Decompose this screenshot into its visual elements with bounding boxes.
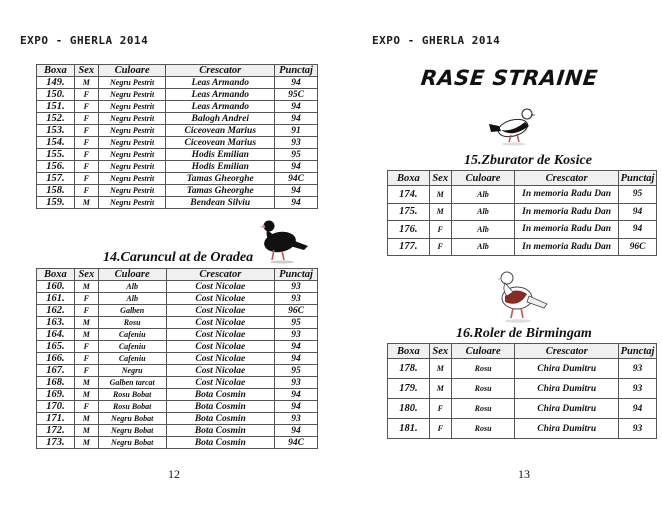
column-header: Boxa	[37, 65, 75, 77]
table-cell: Cafeniu	[98, 329, 166, 341]
table-cell: F	[74, 101, 98, 113]
table-cell: Cost Nicolae	[166, 317, 274, 329]
right-page	[331, 0, 662, 525]
table-cell: Cost Nicolae	[166, 341, 274, 353]
table-cell: 96C	[275, 305, 318, 317]
table-cell: 93	[275, 377, 318, 389]
table-cell: In memoria Radu Dan	[515, 221, 619, 239]
table-cell: M	[429, 359, 451, 379]
table-row	[388, 221, 657, 239]
table-cell: Chira Dumitru	[515, 359, 619, 379]
table-row	[37, 137, 318, 149]
left-page-number: 12	[168, 467, 180, 481]
table-cell: F	[74, 293, 98, 305]
table-section-16	[387, 343, 657, 439]
table-cell: M	[74, 413, 98, 425]
table-cell: F	[74, 401, 98, 413]
table-cell: 175.	[388, 203, 430, 221]
table-row	[388, 359, 657, 379]
table-cell: 159.	[37, 197, 75, 209]
table-cell: Bendean Silviu	[166, 197, 275, 209]
table-header	[388, 344, 657, 359]
table-cell: 160.	[37, 281, 75, 293]
table-cell: Negru Pestrit	[98, 101, 166, 113]
table-cell: F	[74, 365, 98, 377]
table-cell: Tamas Gheorghe	[166, 173, 275, 185]
table-row	[37, 317, 318, 329]
table-cell: Negru Bobat	[98, 413, 166, 425]
table-cell: Cafeniu	[98, 341, 166, 353]
table-cell: Rosu Bobat	[98, 401, 166, 413]
table-cell: F	[74, 185, 98, 197]
table-header	[388, 171, 657, 186]
table-cell: Ciceovean Marius	[166, 137, 275, 149]
black-white-pigeon-icon	[489, 102, 539, 148]
table-cell: M	[429, 203, 451, 221]
table-cell: Leas Armando	[166, 101, 275, 113]
table-cell: Rosu	[451, 359, 515, 379]
table-row	[37, 401, 318, 413]
table-cell: 95	[275, 365, 318, 377]
right-page-number: 13	[518, 467, 530, 481]
table-cell: 94	[275, 389, 318, 401]
table-cell: M	[74, 389, 98, 401]
table-row	[388, 186, 657, 204]
table-cell: Alb	[451, 238, 515, 256]
black-pigeon-icon	[256, 216, 308, 264]
table-cell: 94	[275, 341, 318, 353]
table-cell: Rosu	[451, 379, 515, 399]
table-cell: 93	[619, 419, 657, 439]
table-row	[37, 341, 318, 353]
table-cell: 94	[275, 425, 318, 437]
table-cell: F	[74, 137, 98, 149]
table-cell: Ciceovean Marius	[166, 125, 275, 137]
table-cell: 94	[275, 113, 318, 125]
table-cell: 93	[619, 379, 657, 399]
section-16-title: 16.Roler de Birmingam	[456, 326, 592, 341]
table-cell: Chira Dumitru	[515, 399, 619, 419]
table-cell: 156.	[37, 161, 75, 173]
table-cell: Cost Nicolae	[166, 305, 274, 317]
table-cell: Negru Pestrit	[98, 149, 166, 161]
table-cell: F	[429, 221, 451, 239]
table-cell: 93	[275, 281, 318, 293]
column-header: Crescator	[166, 65, 275, 77]
column-header: Crescator	[166, 269, 274, 281]
column-header: Boxa	[388, 171, 430, 186]
table-cell: Bota Cosmin	[166, 389, 274, 401]
table-cell: 177.	[388, 238, 430, 256]
column-header: Punctaj	[619, 344, 657, 359]
table-cell: F	[429, 238, 451, 256]
table-row	[388, 379, 657, 399]
table-row	[37, 353, 318, 365]
table-cell: 150.	[37, 89, 75, 101]
table-cell: Leas Armando	[166, 89, 275, 101]
table-cell: 164.	[37, 329, 75, 341]
table-cell: Alb	[451, 186, 515, 204]
table-cell: 176.	[388, 221, 430, 239]
table-cell: 94	[275, 101, 318, 113]
table-header	[37, 65, 318, 77]
table-row	[37, 149, 318, 161]
table-cell: 94	[275, 185, 318, 197]
table-cell: 161.	[37, 293, 75, 305]
table-cell: Cost Nicolae	[166, 365, 274, 377]
table-cell: Bota Cosmin	[166, 401, 274, 413]
table-cell: Balogh Andrei	[166, 113, 275, 125]
table-cell: Rosu	[451, 399, 515, 419]
column-header: Culoare	[98, 65, 166, 77]
table-cell: Negru Bobat	[98, 437, 166, 449]
table-cell: 94	[275, 197, 318, 209]
table-cell: F	[74, 149, 98, 161]
table-row	[388, 419, 657, 439]
table-section-13	[36, 64, 318, 209]
table-cell: M	[74, 197, 98, 209]
table-cell: 168.	[37, 377, 75, 389]
table-cell: 93	[275, 413, 318, 425]
table-cell: Negru Pestrit	[98, 161, 166, 173]
table-cell: Bota Cosmin	[166, 437, 274, 449]
table-cell: Galben tarcat	[98, 377, 166, 389]
table-cell: F	[74, 125, 98, 137]
table-row	[37, 365, 318, 377]
table-cell: Bota Cosmin	[166, 425, 274, 437]
table-cell: M	[429, 379, 451, 399]
table-cell: 94	[619, 203, 657, 221]
table-cell: 173.	[37, 437, 75, 449]
table-cell: 179.	[388, 379, 430, 399]
table-row	[37, 281, 318, 293]
table-cell: 93	[275, 329, 318, 341]
table-cell: F	[74, 353, 98, 365]
table-row	[37, 113, 318, 125]
table-row	[37, 377, 318, 389]
column-header: Sex	[74, 65, 98, 77]
table-cell: 153.	[37, 125, 75, 137]
table-cell: Leas Armando	[166, 77, 275, 89]
table-cell: 171.	[37, 413, 75, 425]
table-row	[37, 185, 318, 197]
table-row	[37, 329, 318, 341]
table-cell: 94	[619, 399, 657, 419]
table-cell: Galben	[98, 305, 166, 317]
table-cell: 93	[619, 359, 657, 379]
table-cell: Negru Pestrit	[98, 89, 166, 101]
red-white-pigeon-icon	[489, 266, 549, 326]
table-cell: Cost Nicolae	[166, 293, 274, 305]
table-cell: 96C	[619, 238, 657, 256]
table-cell: F	[429, 419, 451, 439]
table-row	[37, 101, 318, 113]
table-cell: Negru Pestrit	[98, 125, 166, 137]
column-header: Punctaj	[275, 269, 318, 281]
table-row	[37, 437, 318, 449]
table-cell: 155.	[37, 149, 75, 161]
table-row	[37, 161, 318, 173]
table-cell: M	[74, 281, 98, 293]
table-row	[37, 197, 318, 209]
table-cell: Negru Pestrit	[98, 113, 166, 125]
table-cell: 94	[275, 77, 318, 89]
table-row	[37, 125, 318, 137]
table-cell: 94C	[275, 173, 318, 185]
table-cell: Bota Cosmin	[166, 413, 274, 425]
table-cell: 95	[275, 317, 318, 329]
column-header: Boxa	[37, 269, 75, 281]
rase-straine-title: RASE STRAINE	[419, 66, 600, 90]
table-row	[37, 89, 318, 101]
table-cell: Negru Pestrit	[98, 77, 166, 89]
table-cell: Negru	[98, 365, 166, 377]
table-cell: Cost Nicolae	[166, 281, 274, 293]
table-cell: Negru Bobat	[98, 425, 166, 437]
right-running-header: EXPO - GHERLA 2014	[372, 34, 501, 47]
section-14-title: 14.Caruncul at de Oradea	[103, 250, 254, 265]
table-cell: Tamas Gheorghe	[166, 185, 275, 197]
table-cell: 94	[275, 353, 318, 365]
column-header: Crescator	[515, 344, 619, 359]
table-cell: In memoria Radu Dan	[515, 186, 619, 204]
table-cell: Negru Pestrit	[98, 173, 166, 185]
column-header: Culoare	[451, 171, 515, 186]
table-row	[37, 77, 318, 89]
table-cell: F	[74, 173, 98, 185]
table-cell: Rosu	[451, 419, 515, 439]
table-cell: M	[74, 329, 98, 341]
table-cell: 166.	[37, 353, 75, 365]
table-cell: Alb	[451, 203, 515, 221]
table-cell: 93	[275, 293, 318, 305]
table-cell: Rosu	[98, 317, 166, 329]
table-cell: Negru Pestrit	[98, 185, 166, 197]
table-cell: 95	[275, 149, 318, 161]
column-header: Sex	[74, 269, 98, 281]
table-cell: 94	[275, 401, 318, 413]
table-cell: Chira Dumitru	[515, 419, 619, 439]
table-section-15	[387, 170, 657, 256]
table-cell: Negru Pestrit	[98, 197, 166, 209]
left-running-header: EXPO - GHERLA 2014	[20, 34, 149, 47]
table-cell: 149.	[37, 77, 75, 89]
table-row	[37, 293, 318, 305]
table-cell: Alb	[98, 281, 166, 293]
table-cell: 154.	[37, 137, 75, 149]
table-cell: Hodis Emilian	[166, 161, 275, 173]
table-cell: 167.	[37, 365, 75, 377]
table-cell: 95	[619, 186, 657, 204]
table-cell: Alb	[451, 221, 515, 239]
table-cell: M	[74, 77, 98, 89]
table-cell: M	[74, 437, 98, 449]
table-row	[388, 399, 657, 419]
table-row	[37, 425, 318, 437]
table-cell: Cafeniu	[98, 353, 166, 365]
table-cell: F	[74, 341, 98, 353]
table-cell: 170.	[37, 401, 75, 413]
table-cell: In memoria Radu Dan	[515, 203, 619, 221]
table-cell: 174.	[388, 186, 430, 204]
table-cell: 157.	[37, 173, 75, 185]
table-cell: F	[74, 89, 98, 101]
table-cell: Negru Pestrit	[98, 137, 166, 149]
column-header: Punctaj	[275, 65, 318, 77]
table-cell: Cost Nicolae	[166, 377, 274, 389]
table-cell: F	[74, 113, 98, 125]
table-cell: 165.	[37, 341, 75, 353]
table-cell: In memoria Radu Dan	[515, 238, 619, 256]
table-cell: M	[74, 317, 98, 329]
table-row	[37, 305, 318, 317]
table-cell: 181.	[388, 419, 430, 439]
column-header: Punctaj	[619, 171, 657, 186]
table-cell: M	[74, 425, 98, 437]
table-row	[37, 173, 318, 185]
table-cell: 94C	[275, 437, 318, 449]
table-header	[37, 269, 318, 281]
column-header: Crescator	[515, 171, 619, 186]
table-cell: Cost Nicolae	[166, 329, 274, 341]
table-cell: Cost Nicolae	[166, 353, 274, 365]
column-header: Boxa	[388, 344, 430, 359]
table-cell: 91	[275, 125, 318, 137]
table-cell: 151.	[37, 101, 75, 113]
table-cell: M	[74, 377, 98, 389]
table-cell: M	[429, 186, 451, 204]
table-cell: 152.	[37, 113, 75, 125]
table-row	[37, 389, 318, 401]
table-cell: 94	[619, 221, 657, 239]
table-cell: Alb	[98, 293, 166, 305]
table-row	[388, 203, 657, 221]
table-cell: 93	[275, 137, 318, 149]
column-header: Sex	[429, 171, 451, 186]
table-cell: 163.	[37, 317, 75, 329]
table-cell: 95C	[275, 89, 318, 101]
table-cell: 172.	[37, 425, 75, 437]
table-cell: F	[74, 305, 98, 317]
column-header: Culoare	[451, 344, 515, 359]
column-header: Sex	[429, 344, 451, 359]
table-cell: 94	[275, 161, 318, 173]
table-cell: 158.	[37, 185, 75, 197]
table-row	[388, 238, 657, 256]
table-cell: Rosu Bobat	[98, 389, 166, 401]
table-cell: F	[74, 161, 98, 173]
table-cell: F	[429, 399, 451, 419]
table-cell: 178.	[388, 359, 430, 379]
table-cell: 162.	[37, 305, 75, 317]
table-row	[37, 413, 318, 425]
table-cell: 169.	[37, 389, 75, 401]
column-header: Culoare	[98, 269, 166, 281]
table-cell: Hodis Emilian	[166, 149, 275, 161]
section-15-title: 15.Zburator de Kosice	[464, 153, 592, 168]
table-cell: Chira Dumitru	[515, 379, 619, 399]
table-cell: 180.	[388, 399, 430, 419]
table-section-14	[36, 268, 318, 449]
